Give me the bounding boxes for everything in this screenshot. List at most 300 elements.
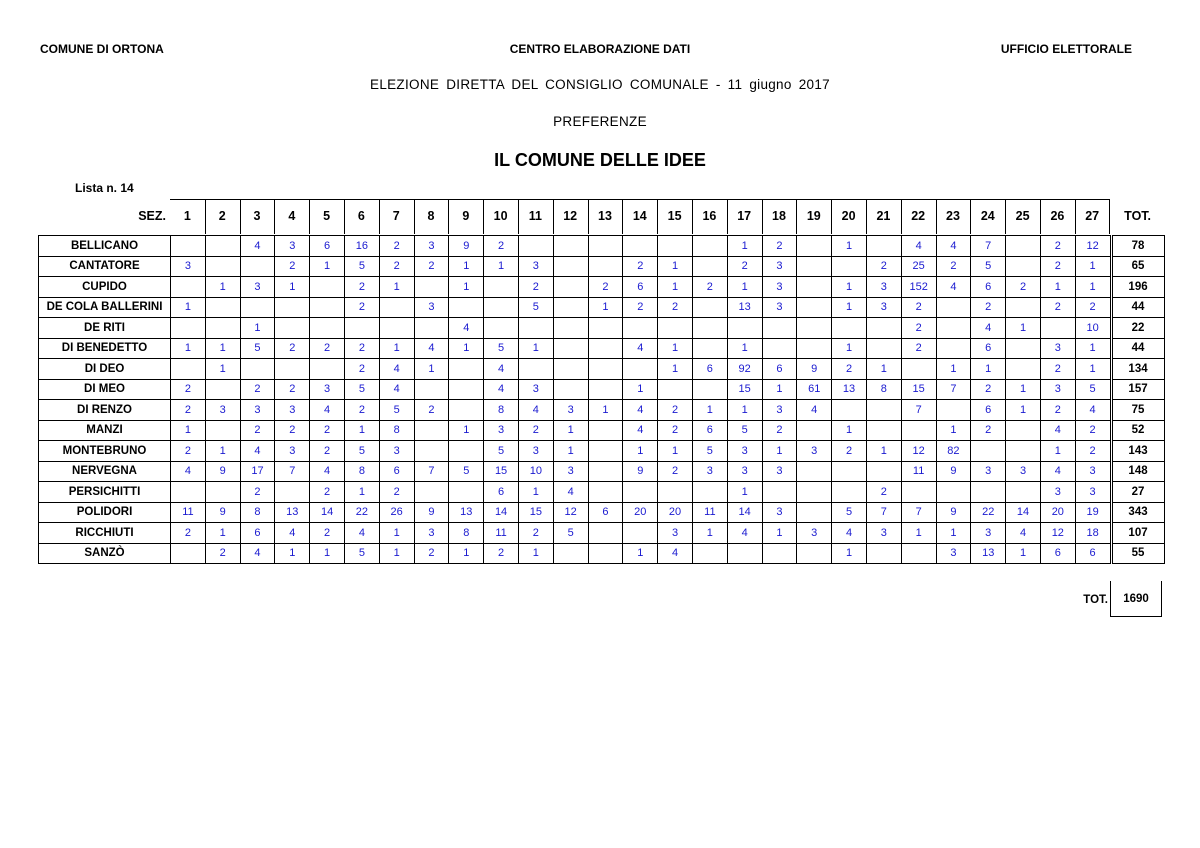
vote-cell: 6 (692, 420, 727, 441)
column-divider (762, 199, 763, 234)
vote-cell: 2 (344, 297, 379, 318)
vote-cell: 4 (484, 359, 519, 380)
vote-cell: 1 (1006, 400, 1041, 421)
vote-cell: 2 (310, 420, 345, 441)
candidate-total: 22 (1112, 318, 1164, 339)
vote-cell: 15 (727, 379, 762, 400)
vote-cell (1006, 359, 1041, 380)
vote-cell: 1 (692, 400, 727, 421)
vote-cell: 2 (275, 338, 310, 359)
vote-cell: 2 (518, 420, 553, 441)
candidate-row (39, 277, 1165, 298)
vote-cell: 3 (762, 461, 797, 482)
vote-cell: 2 (171, 400, 206, 421)
candidate-total: 107 (1112, 523, 1164, 544)
vote-cell: 9 (449, 236, 484, 257)
vote-cell: 4 (727, 523, 762, 544)
vote-cell: 4 (623, 400, 658, 421)
vote-cell: 3 (797, 523, 832, 544)
vote-cell: 1 (553, 441, 588, 462)
vote-cell: 1 (658, 338, 693, 359)
vote-cell: 2 (1040, 256, 1075, 277)
candidate-row (39, 420, 1165, 441)
vote-cell: 8 (240, 502, 275, 523)
vote-cell (449, 482, 484, 503)
vote-cell (762, 543, 797, 564)
vote-cell (692, 236, 727, 257)
candidate-total: 134 (1112, 359, 1164, 380)
column-divider (831, 199, 832, 234)
vote-cell (171, 236, 206, 257)
column-divider (1040, 199, 1041, 234)
vote-cell: 3 (171, 256, 206, 277)
vote-cell: 2 (623, 256, 658, 277)
vote-cell: 3 (692, 461, 727, 482)
vote-cell (1006, 236, 1041, 257)
vote-cell (310, 359, 345, 380)
vote-cell (936, 482, 971, 503)
vote-cell: 3 (414, 523, 449, 544)
vote-cell (797, 420, 832, 441)
vote-cell: 2 (518, 523, 553, 544)
vote-cell: 2 (692, 277, 727, 298)
vote-cell (414, 379, 449, 400)
vote-cell: 1 (518, 482, 553, 503)
vote-cell (832, 318, 867, 339)
section-header: 9 (462, 209, 470, 223)
vote-cell: 1 (936, 420, 971, 441)
grand-total-label: TOT. (1083, 594, 1108, 606)
vote-cell (936, 297, 971, 318)
vote-cell (1006, 256, 1041, 277)
vote-cell (588, 256, 623, 277)
vote-cell: 2 (971, 420, 1006, 441)
vote-cell (901, 543, 936, 564)
vote-cell (275, 482, 310, 503)
vote-cell: 1 (449, 256, 484, 277)
candidate-row (39, 297, 1165, 318)
vote-cell: 3 (275, 441, 310, 462)
vote-cell (588, 318, 623, 339)
vote-cell: 1 (692, 523, 727, 544)
vote-cell: 16 (344, 236, 379, 257)
vote-cell: 15 (484, 461, 519, 482)
vote-cell: 1 (1006, 543, 1041, 564)
candidate-total: 148 (1112, 461, 1164, 482)
vote-cell: 8 (344, 461, 379, 482)
vote-cell: 12 (553, 502, 588, 523)
vote-cell (658, 482, 693, 503)
vote-cell: 6 (240, 523, 275, 544)
vote-cell: 2 (344, 277, 379, 298)
vote-cell: 2 (866, 256, 901, 277)
vote-cell: 5 (727, 420, 762, 441)
vote-cell: 1 (310, 256, 345, 277)
section-header: 22 (911, 209, 926, 223)
grand-total-value: 1690 (1110, 581, 1162, 617)
candidate-name: POLIDORI (39, 502, 171, 523)
section-header: 21 (876, 209, 891, 223)
vote-cell: 7 (414, 461, 449, 482)
vote-cell (866, 400, 901, 421)
vote-cell (449, 297, 484, 318)
vote-cell (797, 236, 832, 257)
vote-cell (623, 523, 658, 544)
vote-cell: 1 (658, 359, 693, 380)
vote-cell: 2 (1040, 400, 1075, 421)
vote-cell (484, 318, 519, 339)
vote-cell: 2 (588, 277, 623, 298)
vote-cell: 2 (379, 256, 414, 277)
column-divider (205, 199, 206, 234)
column-divider (970, 199, 971, 234)
vote-cell: 4 (901, 236, 936, 257)
vote-cell (414, 441, 449, 462)
vote-cell (658, 318, 693, 339)
vote-cell: 3 (866, 297, 901, 318)
vote-cell: 3 (1006, 461, 1041, 482)
report-subtitle: PREFERENZE (553, 114, 647, 129)
municipality-name: COMUNE DI ORTONA (40, 42, 164, 56)
vote-cell: 6 (623, 277, 658, 298)
vote-cell: 3 (762, 400, 797, 421)
vote-cell (553, 379, 588, 400)
column-divider (692, 199, 693, 234)
vote-cell: 3 (1075, 482, 1110, 503)
candidate-row (39, 318, 1165, 339)
vote-cell: 3 (936, 543, 971, 564)
vote-cell: 6 (1040, 543, 1075, 564)
vote-cell: 2 (1075, 420, 1110, 441)
vote-cell (901, 359, 936, 380)
vote-cell (623, 236, 658, 257)
vote-cell: 2 (658, 297, 693, 318)
vote-cell: 2 (901, 297, 936, 318)
vote-cell: 2 (310, 482, 345, 503)
vote-cell: 3 (1040, 482, 1075, 503)
vote-cell: 2 (971, 297, 1006, 318)
candidate-name: RICCHIUTI (39, 523, 171, 544)
vote-cell: 4 (936, 277, 971, 298)
vote-cell: 2 (275, 379, 310, 400)
vote-cell: 1 (414, 359, 449, 380)
vote-cell: 1 (171, 297, 206, 318)
candidate-name: DI RENZO (39, 400, 171, 421)
vote-cell (832, 461, 867, 482)
vote-cell (205, 379, 240, 400)
vote-cell: 2 (275, 420, 310, 441)
candidate-row (39, 441, 1165, 462)
vote-cell (449, 379, 484, 400)
vote-cell (692, 379, 727, 400)
vote-cell: 20 (658, 502, 693, 523)
vote-cell: 6 (762, 359, 797, 380)
vote-cell: 1 (623, 441, 658, 462)
column-divider (448, 199, 449, 234)
vote-cell: 2 (866, 482, 901, 503)
vote-cell (553, 359, 588, 380)
section-header: 17 (737, 209, 752, 223)
vote-cell: 3 (275, 400, 310, 421)
vote-cell (171, 318, 206, 339)
section-header: 6 (357, 209, 365, 223)
section-header: 5 (323, 209, 331, 223)
vote-cell: 9 (936, 461, 971, 482)
vote-cell: 1 (310, 543, 345, 564)
vote-cell: 1 (727, 236, 762, 257)
vote-cell (205, 236, 240, 257)
vote-cell: 8 (449, 523, 484, 544)
candidate-total: 65 (1112, 256, 1164, 277)
vote-cell: 5 (484, 338, 519, 359)
vote-cell: 5 (344, 543, 379, 564)
vote-cell: 3 (484, 420, 519, 441)
vote-cell (658, 236, 693, 257)
vote-cell (379, 318, 414, 339)
vote-cell: 1 (240, 318, 275, 339)
vote-cell: 1 (623, 379, 658, 400)
vote-cell: 2 (1075, 441, 1110, 462)
vote-cell: 7 (936, 379, 971, 400)
vote-cell (484, 277, 519, 298)
candidate-name: MANZI (39, 420, 171, 441)
vote-cell: 5 (692, 441, 727, 462)
candidate-total: 52 (1112, 420, 1164, 441)
vote-cell: 5 (484, 441, 519, 462)
candidate-total: 157 (1112, 379, 1164, 400)
vote-cell (727, 543, 762, 564)
section-header: 3 (253, 209, 261, 223)
section-header: 25 (1015, 209, 1030, 223)
vote-cell (936, 400, 971, 421)
vote-cell (866, 338, 901, 359)
vote-cell (971, 482, 1006, 503)
vote-cell (588, 359, 623, 380)
candidate-name: DI MEO (39, 379, 171, 400)
section-header: 19 (806, 209, 821, 223)
section-header: 12 (563, 209, 578, 223)
vote-cell: 2 (658, 420, 693, 441)
section-header: 26 (1050, 209, 1065, 223)
vote-cell: 3 (762, 502, 797, 523)
vote-cell: 1 (344, 420, 379, 441)
vote-cell (275, 297, 310, 318)
vote-cell (797, 482, 832, 503)
column-divider (483, 199, 484, 234)
vote-cell: 1 (449, 543, 484, 564)
column-divider (901, 199, 902, 234)
vote-cell: 2 (344, 338, 379, 359)
vote-cell (414, 482, 449, 503)
vote-cell: 4 (936, 236, 971, 257)
vote-cell: 61 (797, 379, 832, 400)
vote-cell: 4 (1040, 420, 1075, 441)
vote-cell (797, 543, 832, 564)
vote-cell: 1 (1040, 441, 1075, 462)
column-divider (588, 199, 589, 234)
section-header: 10 (493, 209, 508, 223)
vote-cell (240, 359, 275, 380)
vote-cell (762, 318, 797, 339)
vote-cell (205, 256, 240, 277)
vote-cell: 1 (832, 277, 867, 298)
vote-cell: 1 (518, 338, 553, 359)
vote-cell: 20 (623, 502, 658, 523)
vote-cell (240, 256, 275, 277)
vote-cell: 2 (901, 318, 936, 339)
candidate-row (39, 461, 1165, 482)
vote-cell (205, 482, 240, 503)
vote-cell: 11 (692, 502, 727, 523)
vote-cell: 3 (727, 461, 762, 482)
vote-cell: 2 (414, 543, 449, 564)
candidate-total: 78 (1112, 236, 1164, 257)
vote-cell (449, 359, 484, 380)
vote-cell: 4 (484, 379, 519, 400)
vote-cell: 1 (205, 441, 240, 462)
vote-cell: 1 (205, 277, 240, 298)
vote-cell (518, 236, 553, 257)
vote-cell (936, 338, 971, 359)
vote-cell: 9 (936, 502, 971, 523)
vote-cell (310, 318, 345, 339)
vote-cell (971, 441, 1006, 462)
vote-cell: 6 (971, 400, 1006, 421)
vote-cell: 19 (1075, 502, 1110, 523)
office-name: UFFICIO ELETTORALE (1000, 42, 1132, 56)
vote-cell: 1 (344, 482, 379, 503)
vote-cell: 8 (484, 400, 519, 421)
vote-cell (797, 297, 832, 318)
vote-cell: 3 (240, 400, 275, 421)
vote-cell (901, 420, 936, 441)
vote-cell: 3 (971, 461, 1006, 482)
column-divider (274, 199, 275, 234)
vote-cell: 82 (936, 441, 971, 462)
vote-cell: 2 (1040, 236, 1075, 257)
column-divider (309, 199, 310, 234)
vote-cell: 1 (623, 543, 658, 564)
vote-cell (692, 318, 727, 339)
candidate-row (39, 256, 1165, 277)
vote-cell: 2 (1006, 277, 1041, 298)
vote-cell: 5 (971, 256, 1006, 277)
vote-cell: 1 (588, 400, 623, 421)
vote-cell: 4 (275, 523, 310, 544)
vote-cell: 5 (832, 502, 867, 523)
vote-cell: 4 (240, 543, 275, 564)
vote-cell: 15 (901, 379, 936, 400)
vote-cell (832, 256, 867, 277)
vote-cell (797, 318, 832, 339)
vote-cell (553, 318, 588, 339)
section-header: 14 (632, 209, 647, 223)
list-name: IL COMUNE DELLE IDEE (494, 150, 706, 170)
vote-cell (414, 420, 449, 441)
section-header: 16 (702, 209, 717, 223)
vote-cell: 2 (414, 400, 449, 421)
vote-cell (205, 420, 240, 441)
vote-cell: 3 (553, 461, 588, 482)
vote-cell: 2 (1040, 297, 1075, 318)
vote-cell: 6 (310, 236, 345, 257)
vote-cell: 3 (379, 441, 414, 462)
vote-cell: 2 (171, 379, 206, 400)
vote-cell: 13 (449, 502, 484, 523)
election-title: ELEZIONE DIRETTA DEL CONSIGLIO COMUNALE - 11 giugno 2017 (370, 77, 830, 92)
vote-cell: 2 (240, 420, 275, 441)
vote-cell: 3 (762, 297, 797, 318)
vote-cell (171, 482, 206, 503)
vote-cell: 5 (344, 379, 379, 400)
vote-cell: 5 (344, 256, 379, 277)
vote-cell: 1 (1075, 338, 1110, 359)
vote-cell: 14 (310, 502, 345, 523)
vote-cell: 20 (1040, 502, 1075, 523)
vote-cell: 6 (588, 502, 623, 523)
vote-cell: 2 (658, 400, 693, 421)
vote-cell: 1 (832, 297, 867, 318)
vote-cell (588, 461, 623, 482)
vote-cell: 2 (832, 441, 867, 462)
vote-cell (449, 400, 484, 421)
vote-cell: 3 (866, 277, 901, 298)
vote-cell: 1 (727, 338, 762, 359)
candidate-name: DI BENEDETTO (39, 338, 171, 359)
vote-cell (936, 318, 971, 339)
vote-cell (588, 441, 623, 462)
vote-cell: 13 (275, 502, 310, 523)
column-divider (622, 199, 623, 234)
vote-cell: 2 (310, 338, 345, 359)
vote-cell: 1 (518, 543, 553, 564)
vote-cell (762, 338, 797, 359)
vote-cell (797, 502, 832, 523)
vote-cell: 4 (1075, 400, 1110, 421)
vote-cell (866, 318, 901, 339)
vote-cell (797, 461, 832, 482)
vote-cell (866, 420, 901, 441)
candidate-total: 143 (1112, 441, 1164, 462)
vote-cell: 1 (1075, 359, 1110, 380)
vote-cell: 3 (414, 297, 449, 318)
vote-cell: 7 (866, 502, 901, 523)
vote-cell: 9 (205, 502, 240, 523)
vote-cell (205, 318, 240, 339)
candidate-name: PERSICHITTI (39, 482, 171, 503)
vote-cell: 8 (379, 420, 414, 441)
section-header: 20 (841, 209, 856, 223)
vote-cell: 3 (518, 379, 553, 400)
vote-cell (1006, 441, 1041, 462)
column-divider (727, 199, 728, 234)
vote-cell (623, 482, 658, 503)
vote-cell: 5 (344, 441, 379, 462)
vote-cell (205, 297, 240, 318)
vote-cell: 2 (762, 236, 797, 257)
candidate-total: 44 (1112, 338, 1164, 359)
vote-cell: 2 (762, 420, 797, 441)
vote-cell: 4 (553, 482, 588, 503)
vote-cell: 4 (379, 379, 414, 400)
sez-header: SEZ. (138, 209, 166, 223)
candidate-row (39, 543, 1165, 564)
section-header: 7 (392, 209, 400, 223)
vote-cell: 3 (866, 523, 901, 544)
candidate-name: DE RITI (39, 318, 171, 339)
vote-cell: 9 (623, 461, 658, 482)
vote-cell: 152 (901, 277, 936, 298)
